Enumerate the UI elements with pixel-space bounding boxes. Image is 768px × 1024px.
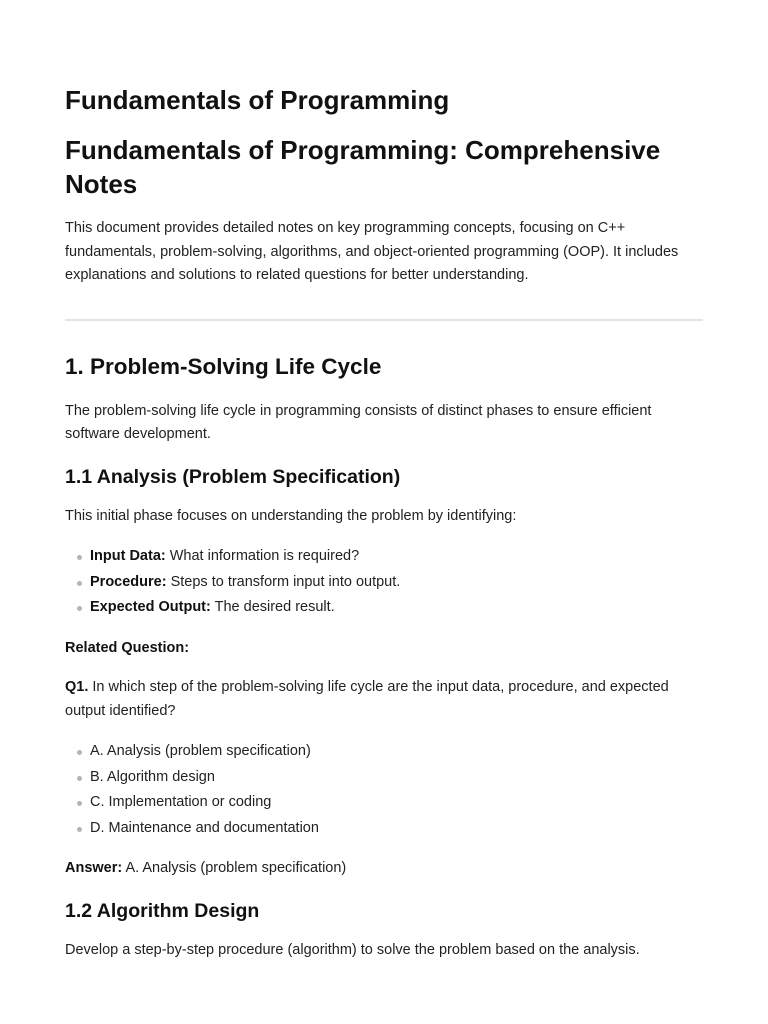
- answer-text: A. Analysis (problem specification): [122, 860, 347, 876]
- bullet-icon: [77, 555, 82, 560]
- subsection-intro-analysis: This initial phase focuses on understanding the problem by identifying:: [65, 507, 517, 524]
- answer-label: Answer:: [65, 860, 123, 876]
- list-item-desc: What information is required?: [165, 548, 360, 564]
- section-divider: [65, 319, 703, 321]
- document-subtitle: Fundamentals of Programming: Comprehensive Notes: [65, 135, 661, 199]
- document-intro: This document provides detailed notes on key programming concepts, focusing on C++ fundamentals, problem-solving, algorithms, and object-oriented programming (OOP). It includes explanations and solutions to related questions for better understanding.: [65, 220, 679, 283]
- list-item-desc: Steps to transform input into output.: [166, 573, 401, 590]
- answer-paragraph: [65, 857, 703, 881]
- bullet-icon: [77, 801, 82, 806]
- related-question-label-text: Related Question:: [65, 639, 190, 656]
- question-text: In which step of the problem-solving life cycle are the input data, procedure, and expected output identified?: [65, 679, 669, 719]
- question-number: Q1.: [65, 679, 89, 695]
- list-item: [90, 739, 703, 765]
- bullet-icon: [77, 776, 82, 781]
- list-item: [90, 570, 703, 596]
- bullet-icon: [77, 606, 82, 611]
- document-title: Fundamentals of Programming: [65, 85, 450, 115]
- list-item: [90, 544, 703, 570]
- bullet-icon: [77, 827, 82, 832]
- analysis-items-list: [65, 544, 703, 621]
- answer-options-list: [65, 739, 703, 841]
- option-text: C. Implementation or coding: [90, 794, 272, 810]
- question-paragraph: [65, 676, 703, 723]
- list-item: [90, 765, 703, 791]
- option-text: A. Analysis (problem specification): [90, 743, 311, 759]
- list-item-term: Procedure:: [90, 573, 167, 590]
- option-text: D. Maintenance and documentation: [90, 819, 319, 836]
- section-heading-problem-solving: 1. Problem-Solving Life Cycle: [65, 353, 382, 379]
- subsection-intro-algorithm-design: Develop a step-by-step procedure (algorithm) to solve the problem based on the analysis.: [65, 941, 640, 958]
- subsection-heading-algorithm-design: 1.2 Algorithm Design: [65, 899, 260, 922]
- option-text: B. Algorithm design: [90, 768, 215, 785]
- list-item-desc: The desired result.: [210, 599, 335, 615]
- bullet-icon: [77, 581, 82, 586]
- list-item-term: Expected Output:: [90, 599, 211, 615]
- subsection-heading-analysis: 1.1 Analysis (Problem Specification): [65, 465, 401, 488]
- list-item: [90, 595, 703, 621]
- section-intro-problem-solving: The problem-solving life cycle in programming consists of distinct phases to ensure efficient software development.: [65, 402, 652, 442]
- bullet-icon: [77, 750, 82, 755]
- list-item: [90, 816, 703, 842]
- list-item-term: Input Data:: [90, 548, 166, 564]
- related-question-label: [65, 637, 703, 661]
- list-item: [90, 790, 703, 816]
